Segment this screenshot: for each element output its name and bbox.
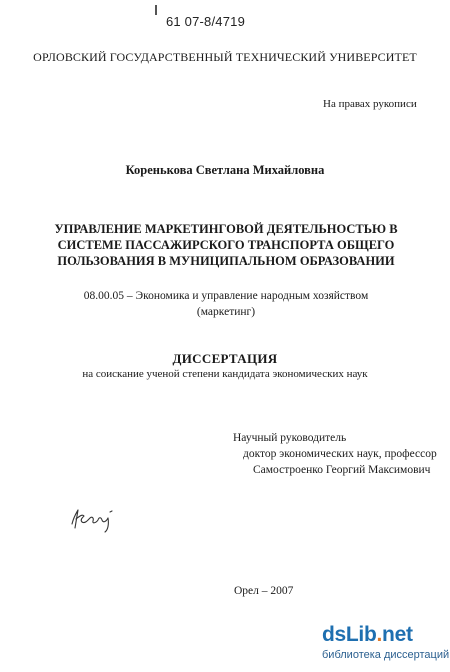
manuscript-note: На правах рукописи: [323, 98, 417, 110]
dslib-logo-main: dsLib: [322, 623, 377, 646]
dslib-caption: библиотека диссертаций: [322, 649, 450, 661]
university-name: ОРЛОВСКИЙ ГОСУДАРСТВЕННЫЙ ТЕХНИЧЕСКИЙ УНИВЕРСИТЕТ: [33, 50, 417, 64]
document-type: ДИССЕРТАЦИЯ: [172, 351, 278, 366]
scientific-adviser: [233, 430, 437, 478]
dslib-logo-tld: net: [382, 623, 413, 646]
author-name: Коренькова Светлана Михайловна: [125, 163, 325, 177]
specialty-code-line: 08.00.05 – Экономика и управление народным хозяйством: [83, 290, 369, 302]
dissertation-title: УПРАВЛЕНИЕ МАРКЕТИНГОВОЙ ДЕЯТЕЛЬНОСТЬЮ В СИСТЕМЕ ПАССАЖИРСКОГО ТРАНСПОРТА ОБЩЕГО ПОЛЬЗОВАНИЯ В МУНИЦИПАЛЬНОМ ОБРАЗОВАНИИ: [54, 222, 398, 268]
adviser-name: Самостроенко Георгий Максимович: [253, 464, 431, 476]
adviser-degree: доктор экономических наук, профессор: [243, 448, 437, 460]
specialty: [30, 288, 422, 320]
dslib-logo-dot: .: [376, 623, 383, 646]
place-and-year: Орел – 2007: [234, 585, 294, 597]
archive-stamp-mark: [155, 5, 157, 15]
document-purpose: на соискание ученой степени кандидата экономических наук: [82, 368, 368, 380]
handwritten-signature-icon: [68, 504, 124, 534]
archive-number: 61 07-8/4719: [166, 14, 246, 29]
dslib-logo: [322, 623, 413, 647]
specialty-subfield-line: (маркетинг): [196, 306, 256, 318]
adviser-role: Научный руководитель: [233, 432, 347, 444]
dslib-watermark: [322, 623, 450, 667]
